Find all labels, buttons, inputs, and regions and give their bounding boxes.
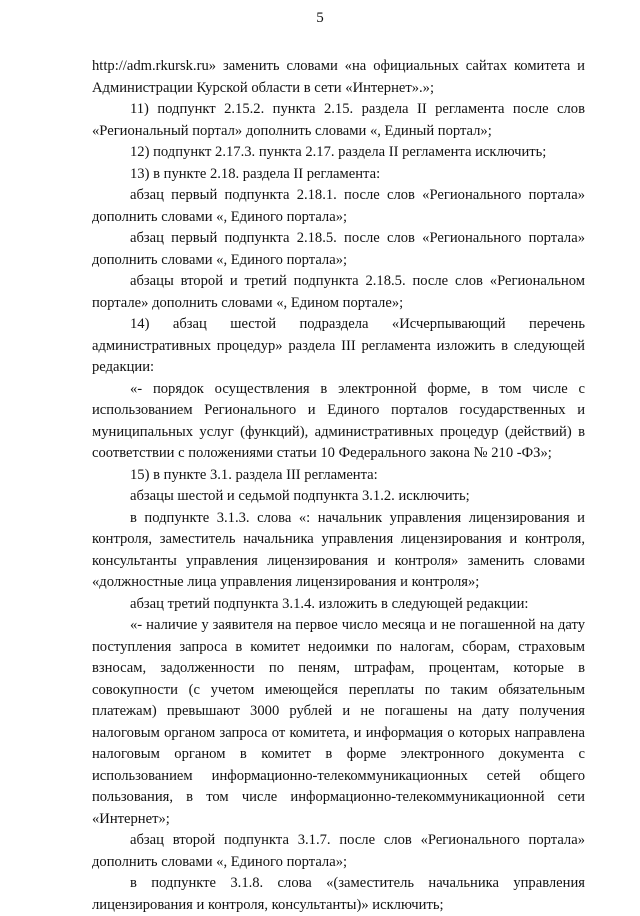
paragraph-3-1-3: в подпункте 3.1.3. слова «: начальник управления лицензирования и контроля, заместитель начальника управления лицензирования и контроля, консультанты управления лицензирования и контроля» заменить словами «должностные лица управления лицензирования и контроля»;: [92, 509, 585, 590]
paragraph-3-1-4: абзац третий подпункта 3.1.4. изложить в следующей редакции:: [130, 595, 529, 612]
document-body: [92, 56, 585, 916]
paragraph-item-11: 11) подпункт 2.15.2. пункта 2.15. раздела II регламента после слов «Региональный портал» дополнить словами «, Единый портал»;: [92, 101, 585, 139]
paragraph-item-13: 13) в пункте 2.18. раздела II регламента:: [130, 165, 381, 182]
page-number: 5: [316, 10, 324, 26]
paragraph-item-12: 12) подпункт 2.17.3. пункта 2.17. раздела II регламента исключить;: [130, 144, 547, 160]
paragraph-item-14: 14) абзац шестой подраздела «Исчерпывающий перечень административных процедур» раздела III регламента изложить в следующей редакции:: [92, 316, 585, 375]
paragraph-2-18-1: абзац первый подпункта 2.18.1. после слов «Регионального портала» дополнить словами «, Единого портала»;: [92, 187, 585, 225]
paragraph-2-18-5-first: абзац первый подпункта 2.18.5. после слов «Регионального портала» дополнить словами «, Единого портала»;: [92, 230, 585, 268]
paragraph-quote-electronic-form: «- порядок осуществления в электронной форме, в том числе с использованием Регионального и Единого порталов государственных и муниципальных услуг (функций), административных процедур (действий) в соответствии с положениями статьи 10 Федерального закона № 210 -ФЗ»;: [92, 380, 585, 461]
paragraph-quote-arrears: «- наличие у заявителя на первое число месяца и не погашенной на дату поступления запроса в комитет недоимки по налогам, сборам, страховым взносам, задолженности по пеням, штрафам, процентам, которые в совокупности (с учетом имеющейся переплаты по таким обязательным платежам) превышают 3000 рублей и не погашены на дату получения налоговым органом запроса от комитета, и информация о которых направлена налоговым органом в комитет в форме электронного документа с использованием информационно-телекоммуникационных сетей общего пользования, в том числе информационно-телекоммуникационной сети «Интернет»;: [92, 617, 585, 827]
paragraph-3-1-8: в подпункте 3.1.8. слова «(заместитель начальника управления лицензирования и контроля, консультанты)» исключить;: [92, 875, 585, 913]
paragraph-3-1-2: абзацы шестой и седьмой подпункта 3.1.2. исключить;: [130, 488, 470, 504]
paragraph-2-18-5-second-third: абзацы второй и третий подпункта 2.18.5. после слов «Региональном портале» дополнить словами «, Едином портале»;: [92, 273, 585, 311]
paragraph-3-1-7: абзац второй подпункта 3.1.7. после слов «Регионального портала» дополнить словами «, Единого портала»;: [92, 832, 585, 870]
paragraph-url-replacement: http://adm.rkursk.ru» заменить словами «на официальных сайтах комитета и Администрации Курской области в сети «Интернет».»;: [92, 58, 585, 96]
paragraph-item-15: 15) в пункте 3.1. раздела III регламента:: [130, 466, 378, 483]
